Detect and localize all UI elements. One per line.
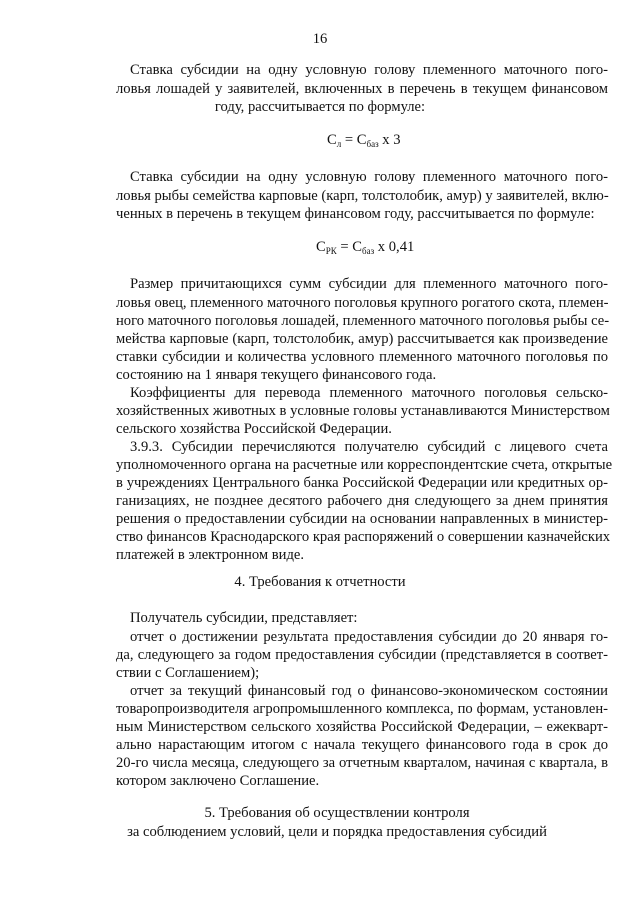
text-line: мейства карповые (карп, толстолобик, амур) рассчитывается как произведение <box>116 331 608 347</box>
text-line: товаропроизводителя агропромышленного комплекса, по формам, установлен- <box>116 701 608 717</box>
text-line: в учреждениях Центрального банка Российской Федерации или кредитных ор- <box>116 475 608 491</box>
text-line: году, рассчитывается по формуле: <box>214 99 426 115</box>
text-line: ство финансов Краснодарского края распоряжений о совершении казначейских <box>116 529 611 545</box>
text-line: ного маточного поголовья лошадей, племенного маточного поголовья рыбы се- <box>116 313 610 329</box>
section-4-heading: 4. Требования к отчетности <box>234 574 406 590</box>
text-line: Коэффициенты для перевода племенного маточного поголовья сельско- <box>130 385 608 401</box>
text-line: ным Министерством сельского хозяйства Российской Федерации, – ежекварт- <box>116 719 608 735</box>
text-line: ганизациях, не позднее десятого рабочего дня следующего за днем принятия <box>116 493 608 509</box>
text-line: 20-го числа месяца, следующего за отчетным кварталом, начиная с квартала, в <box>116 755 608 771</box>
formula-equals: = С <box>341 132 367 148</box>
formula-lhs: С <box>327 132 337 148</box>
page-number: 16 <box>312 31 328 47</box>
text-line: отчет о достижении результата предоставления субсидии до 20 января го- <box>130 629 608 645</box>
text-line: ченных в перечень в текущем финансовом году, рассчитывается по формуле: <box>116 206 595 222</box>
formula-equals: = С <box>336 239 363 255</box>
text-line: ставки субсидии и количества условного племенного маточного поголовья по <box>116 349 608 365</box>
formula-horses <box>327 131 401 153</box>
formula-rhs-subscript: баз <box>366 139 379 149</box>
formula-tail: х 0,41 <box>374 239 415 255</box>
text-line: сельского хозяйства Российской Федерации. <box>116 421 392 437</box>
formula-lhs-subscript: л <box>336 139 342 149</box>
text-line: ловья рыбы семейства карповые (карп, толстолобик, амур) у заявителей, вклю- <box>116 188 609 204</box>
text-line: да, следующего за годом предоставления субсидии (представляется в соответ- <box>116 647 608 663</box>
text-line: платежей в электронном виде. <box>116 547 304 563</box>
text-line: ально нарастающим итогом с начала текущего финансового года в срок до <box>116 737 608 753</box>
text-line: хозяйственных животных в условные головы устанавливаются Министерством <box>116 403 610 419</box>
text-line: отчет за текущий финансовый год о финансово-экономическом состоянии <box>130 683 608 699</box>
formula-rhs-subscript: баз <box>362 246 375 256</box>
formula-lhs: С <box>316 239 326 255</box>
text-line: Размер причитающихся сумм субсидии для племенного маточного пого- <box>130 276 608 292</box>
text-line: уполномоченного органа на расчетные или корреспондентские счета, открытые <box>116 457 613 473</box>
text-line: 3.9.3. Субсидии перечисляются получателю субсидий с лицевого счета <box>130 439 608 455</box>
text-line: Ставка субсидии на одну условную голову племенного маточного пого- <box>130 169 608 185</box>
heading-line: за соблюдением условий, цели и порядка предоставления субсидий <box>127 824 547 840</box>
text-line: Получатель субсидии, представляет: <box>130 610 358 626</box>
formula-fish <box>316 238 414 260</box>
formula-tail: х 3 <box>378 132 401 148</box>
text-line: состоянию на 1 января текущего финансового года. <box>116 367 437 383</box>
text-line: ловья лошадей у заявителей, включенных в перечень в текущем финансовом <box>116 81 608 97</box>
formula-lhs-subscript: РК <box>325 246 337 256</box>
text-line: Ставка субсидии на одну условную голову племенного маточного пого- <box>130 62 608 78</box>
text-line: ствии с Соглашением); <box>116 665 260 681</box>
text-line: ловья овец, племенного маточного поголовья крупного рогатого скота, племен- <box>116 295 609 311</box>
text-line: решения о предоставлении субсидии на основании направленных в министер- <box>116 511 608 527</box>
heading-line: 5. Требования об осуществлении контроля <box>204 805 470 821</box>
text-line: котором заключено Соглашение. <box>116 773 320 789</box>
